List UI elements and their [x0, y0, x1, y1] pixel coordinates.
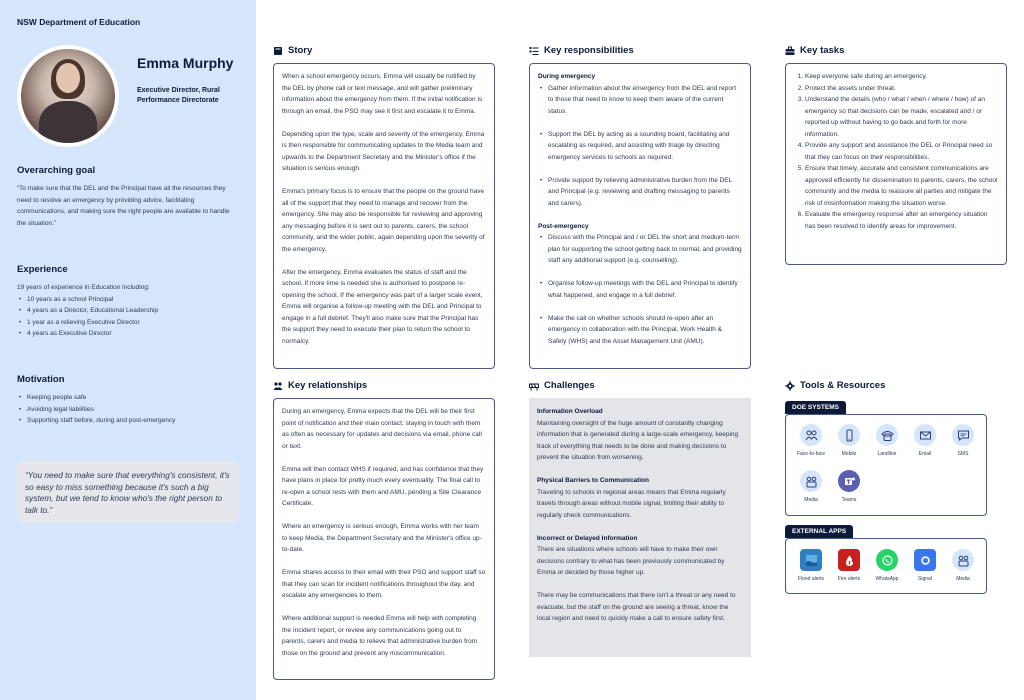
story-paragraph: Emma's primary focus is to ensure that the people on the ground have all of the support that they need to manage and recover from the emergency. She may also be responsible for reviewing and approving any messaging before it is sent out to parents, carers, the school community, and the wider public, again depending upon the severity of the emergency.	[282, 188, 485, 253]
challenges-heading: Challenges	[544, 380, 595, 391]
whatsapp-icon	[881, 554, 894, 567]
motivation-section	[17, 392, 239, 427]
challenge-title: Information Overload	[537, 408, 603, 415]
challenge-text: Traveling to schools in regional areas means that Emma regularly travels through areas without mobile signal, limiting their ability to regularly check communications.	[537, 488, 726, 519]
list-item: • Support the DEL by acting as a sounding board, facilitating and escalating as required, and assisting with triage by directing emergency services to schools as required.	[538, 129, 742, 164]
motivation-heading: Motivation	[17, 374, 65, 385]
list-item: • 4 years as Executive Director	[17, 328, 239, 340]
responsibilities-heading-row	[529, 45, 634, 56]
responsibilities-heading: Key responsibilities	[544, 45, 634, 56]
relationships-card	[273, 398, 495, 680]
tool-label: Signal	[918, 576, 932, 582]
challenges-heading-row	[529, 380, 595, 391]
landline-icon	[881, 429, 894, 442]
goal-heading: Overarching goal	[17, 165, 96, 176]
face-to-face-icon	[805, 429, 818, 442]
email-icon	[919, 429, 932, 442]
tool-label: Media	[804, 497, 818, 503]
challenge-title: Incorrect or Delayed Information	[537, 534, 638, 542]
list-item: • Make the call on whether schools should re-open after an emergency in collaboration with the Principal, Work Health & Safety (WHS) and the Asset Management Unit (AMU).	[538, 313, 742, 348]
signal-icon	[919, 554, 932, 567]
briefcase-icon	[785, 46, 795, 56]
task-item: 4. Provide any support and assistance the DEL or Principal need so that they can focus on their responsibilities.	[805, 140, 998, 163]
challenge-text: Maintaining oversight of the huge amount of constantly changing information that is generated during a large-scale emergency, keeping track of everything that needs to be done and making decisions to prevent the situation from worsening.	[537, 419, 739, 461]
task-item: 3. Understand the details (who / what / when / where / how) of an emergency so that decisions can be made, escalated and / or reported up without having to go back and forth for more information.	[805, 94, 998, 140]
experience-intro: 19 years of experience in Education including:	[17, 284, 150, 291]
list-item: • 4 years as a Director, Educational Leadership	[17, 305, 239, 317]
checklist-icon	[529, 46, 539, 56]
barrier-icon	[529, 381, 539, 391]
tools-heading: Tools & Resources	[800, 380, 886, 391]
challenges-panel	[529, 398, 751, 657]
persona-role: Executive Director, Rural Performance Directorate	[137, 87, 220, 104]
list-item: • Keeping people safe	[17, 392, 239, 404]
list-item: • 1 year as a relieving Executive Director	[17, 317, 239, 329]
list-item: • Provide support by relieving administrative burden from the DEL and Principal (e.g. reviewing and drafting messaging to parents and carers).	[538, 175, 742, 210]
doe-tool	[907, 424, 943, 457]
list-item: • 10 years as a school Principal	[17, 294, 239, 306]
story-heading: Story	[288, 45, 313, 56]
persona-name: Emma Murphy	[137, 55, 234, 71]
tool-label: Mobile	[841, 451, 857, 457]
avatar	[17, 45, 119, 147]
people-icon	[273, 381, 283, 391]
challenge-block	[537, 475, 743, 521]
doe-tool	[945, 424, 981, 457]
list-item: • Organise follow-up meetings with the DEL and Principal to identify what happened, and engage in a full debrief.	[538, 278, 742, 301]
story-paragraph: After the emergency, Emma evaluates the status of staff and the school. If more time is needed she is authorised to postpone re-opening the school. If the emergency was part of a larger scale event, Emma will organise a follow-up meeting with the DEL and Principal to engage in a full debrief. They'll also make sure that the Principal has the support they need to execute their plan to return the school to normalcy.	[282, 268, 483, 345]
tool-label: Fire alerts	[837, 576, 861, 582]
challenge-block	[537, 533, 743, 579]
mobile-icon	[843, 429, 856, 442]
persona-quote: “You need to make sure that everything's consistent, it's so easy to miss something because it's such a big system, but we tend to know who's the right person to talk to.”	[17, 461, 239, 523]
challenge-text: There are situations where schools will have to make their own decisions contrary to what has been previously communicated by Emma or decided by those higher up.	[537, 546, 725, 576]
teams-icon	[843, 475, 856, 488]
during-emergency-label: During emergency	[538, 73, 596, 80]
list-item: • Supporting staff before, during and post-emergency	[17, 415, 239, 427]
external-app	[831, 549, 867, 582]
experience-section	[17, 282, 239, 340]
tool-label: Flood alerts	[797, 576, 825, 582]
tool-label: Landline	[877, 451, 897, 457]
list-item: • Avoiding legal liabilities	[17, 404, 239, 416]
external-apps-panel	[785, 538, 987, 594]
story-paragraph: When a school emergency occurs, Emma will usually be notified by the DEL by phone call or text message, and will gather preliminary information about the emergency from them. If the initial notification is through an email, the PSO may see it first and escalate it to Emma.	[282, 73, 483, 115]
relationships-paragraph: During an emergency, Emma expects that the DEL will be their first point of notification and their main contact, staying in touch with them as often as necessary for updates and decisions via email, phone call or text.	[282, 408, 482, 450]
tools-heading-row	[785, 380, 885, 391]
task-item: 6. Evaluate the emergency response after an emergency situation has been resolved to identify areas for improvement.	[805, 209, 998, 232]
responsibilities-card	[529, 63, 751, 369]
tool-label: Teams	[841, 497, 857, 503]
relationships-paragraph: Emma will then contact WHS if required, and has confidence that they have plans in place for pretty much every eventuality. The final call to re-open a school rests with them and AMU, pending a Site Clearance Certificate.	[282, 465, 484, 507]
media-icon	[805, 475, 818, 488]
doe-systems-panel	[785, 414, 987, 516]
tool-label: SMS	[957, 451, 969, 457]
story-paragraph: Depending upon the type, scale and severity of the emergency, Emma is then responsible for communicating updates to the Media team and upwards to the Department Secretary and the Minister's office if the situation is serious enough.	[282, 130, 485, 172]
goal-text: “To make sure that the DEL and the Principal have all the resources they need to resolve an emergency by providing advice, facilitating communications, and making sure the right people are available to handle the situation.”	[17, 185, 230, 227]
external-app	[869, 549, 905, 582]
challenge-text: There may be communications that there isn't a threat or any need to evacuate, but the staff on the ground are seeing a threat, know the local region and need to quickly make a call to ensure safety first.	[537, 592, 736, 622]
tasks-heading: Key tasks	[800, 45, 845, 56]
doe-systems-label: DOE SYSTEMS	[785, 401, 846, 414]
media-icon	[957, 554, 970, 567]
challenge-block	[537, 590, 743, 625]
doe-tool	[869, 424, 905, 457]
post-emergency-label: Post-emergency	[538, 222, 589, 230]
external-apps-label: EXTERNAL APPS	[785, 525, 853, 538]
tool-label: Email	[918, 451, 932, 457]
story-heading-row	[273, 45, 312, 56]
fire-alerts-icon	[843, 554, 856, 567]
external-app	[793, 549, 829, 582]
tasks-heading-row	[785, 45, 844, 56]
task-item: 5. Ensure that timely, accurate and consistent communications are approved efficiently for dissemination to parents, carers, the school community and the media to reassure all parties and mitigate the risk of misinformation making the situation worse.	[805, 163, 998, 209]
relationships-paragraph: Where an emergency is serious enough, Emma works with her team to keep Media, the Department Secretary and the Minister's office up-to-date.	[282, 523, 482, 553]
tool-label: Face-to-face	[796, 451, 826, 457]
relationships-heading: Key relationships	[288, 380, 368, 391]
tool-label: Media	[956, 576, 970, 582]
external-app	[945, 549, 981, 582]
doe-tool	[793, 470, 829, 503]
external-app	[907, 549, 943, 582]
experience-heading: Experience	[17, 264, 68, 275]
challenge-block	[537, 406, 743, 464]
sms-icon	[957, 429, 970, 442]
gear-icon	[785, 381, 795, 391]
book-icon	[273, 46, 283, 56]
doe-tool	[793, 424, 829, 457]
relationships-heading-row	[273, 380, 367, 391]
doe-tool	[831, 470, 867, 503]
list-item: • Gather information about the emergency from the DEL and report to those that need to know to keep them aware of the current status.	[538, 83, 742, 118]
relationships-paragraph: Emma shares access to their email with their PSO and support staff so that they can scan for incident notifications throughout the day, and escalate any emergencies to them.	[282, 569, 486, 599]
list-item: • Discuss with the Principal and / or DEL the short and medium-term plan for supporting the school getting back to normal, and providing staff any additional support (e.g. counselling).	[538, 232, 742, 267]
profile-sidebar	[0, 0, 256, 700]
department-name: NSW Department of Education	[17, 17, 141, 27]
challenge-title: Physical Barriers to Communication	[537, 477, 649, 484]
flood-alerts-icon	[805, 554, 818, 567]
doe-tool	[831, 424, 867, 457]
task-item: 1. Keep everyone safe during an emergency.	[805, 71, 998, 83]
tasks-card	[785, 63, 1007, 265]
story-card	[273, 63, 495, 369]
task-item: 2. Protect the assets under threat.	[805, 83, 998, 95]
relationships-paragraph: Where additional support is needed Emma will help with completing the Incident report, or review any communications going out to parents, carers and media to relieve that administrative burden from those on the ground and prevent any miscommunication.	[282, 615, 478, 657]
tool-label: WhatsApp	[875, 576, 899, 582]
